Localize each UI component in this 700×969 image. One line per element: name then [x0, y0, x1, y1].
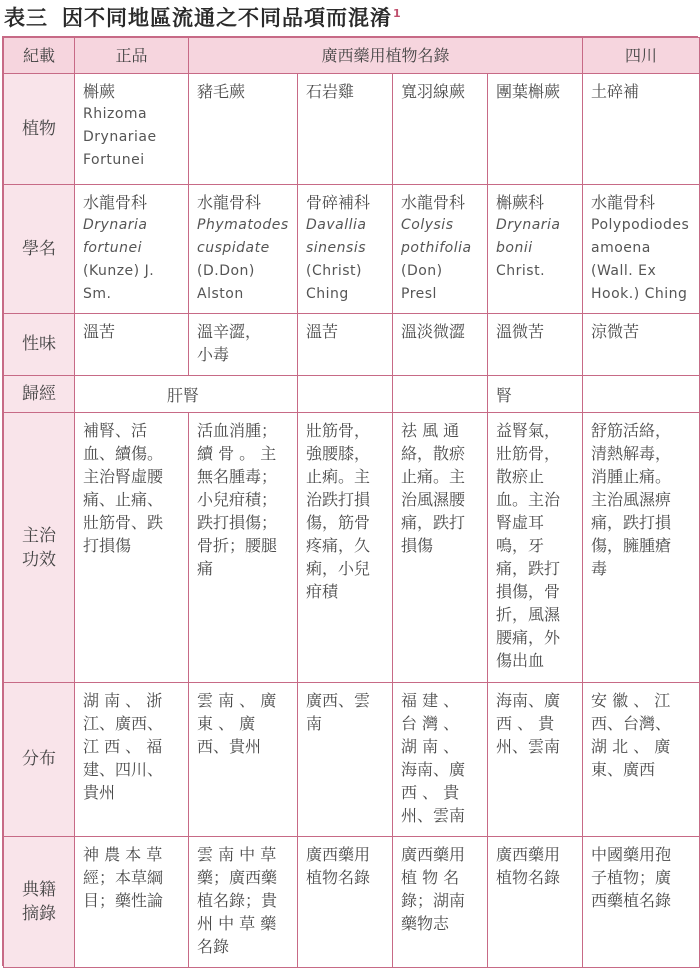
text-line: 雲 南 、 廣 — [197, 691, 277, 710]
table-row — [4, 376, 700, 413]
table-row — [4, 837, 700, 968]
sciname-c4 — [393, 185, 488, 314]
plant-genuine-latin-3: Fortunei — [83, 152, 145, 168]
row-label-line: 摘錄 — [22, 904, 56, 924]
text-line: 傷出血 — [496, 651, 545, 670]
text-line: 強腰膝， — [306, 444, 371, 463]
plant-c5: 團葉槲蕨 — [488, 74, 583, 185]
table-row — [4, 683, 700, 837]
header-genuine: 正品 — [75, 38, 189, 74]
efficacy-c2 — [189, 413, 298, 683]
distribution-c6 — [583, 683, 700, 837]
text-line: 福 建 、 — [401, 691, 460, 710]
efficacy-c3 — [298, 413, 393, 683]
text-line: 植物名錄 — [306, 868, 371, 887]
text-line: 折，風濕 — [496, 605, 561, 624]
text-line: 藥物志 — [401, 914, 450, 933]
text-line: 西藥植名錄 — [591, 891, 672, 910]
author-name: (Don) — [401, 263, 443, 279]
genus-name: Drynaria — [83, 217, 148, 233]
taste-c2 — [189, 314, 298, 376]
text-line: 祛 風 通 — [401, 421, 460, 440]
table-title — [0, 0, 700, 34]
efficacy-c1 — [75, 413, 189, 683]
row-label-efficacy — [4, 413, 75, 683]
footnote-marker: 1 — [393, 7, 402, 20]
text-line: 痛，跌打損 — [591, 513, 672, 532]
text-line: 目；藥性論 — [83, 891, 164, 910]
table-caption — [62, 2, 402, 32]
genus-name: Davallia — [306, 217, 367, 233]
genus-name: Colysis — [401, 217, 454, 233]
distribution-c4 — [393, 683, 488, 837]
text-line: 骨折；腰腿 — [197, 536, 278, 555]
text-line: 腎虛耳 — [496, 513, 545, 532]
text-line: 植物名錄 — [496, 868, 561, 887]
efficacy-c4 — [393, 413, 488, 683]
author-name: Alston — [197, 286, 244, 302]
text-line: 鳴，牙 — [496, 536, 545, 555]
taste-c1: 溫苦 — [75, 314, 189, 376]
records-c6 — [583, 837, 700, 968]
plant-genuine-latin-1: Rhizoma — [83, 106, 148, 122]
text-line: 西 、 貴 — [401, 783, 460, 802]
meridian-c5: 腎 — [488, 376, 583, 413]
text-line: 州 中 草 藥 — [197, 914, 277, 933]
text-line: 壯筋骨、跌 — [83, 513, 164, 532]
table-row — [4, 314, 700, 376]
row-label-distribution: 分布 — [4, 683, 75, 837]
row-label-line: 功效 — [22, 549, 56, 570]
text-line: 主治腎虛腰 — [83, 467, 164, 486]
text-line: 西、台灣、 — [591, 714, 672, 733]
text-line: 主治風濕痹 — [591, 490, 672, 509]
text-line: 經；本草綱 — [83, 868, 164, 887]
species-name: pothifolia — [401, 240, 472, 256]
row-label-line: 典籍 — [22, 880, 56, 900]
species-name: cuspidate — [197, 240, 270, 256]
efficacy-c5 — [488, 413, 583, 683]
text-line: 傷，筋骨 — [306, 513, 371, 532]
species-name: sinensis — [306, 240, 367, 256]
header-record: 紀載 — [4, 38, 75, 74]
text-line: 台 灣 、 — [401, 714, 460, 733]
row-label-taste: 性味 — [4, 314, 75, 376]
text-line: 植 物 名 — [401, 868, 460, 887]
row-label-line: 主治 — [22, 525, 56, 546]
sciname-c5 — [488, 185, 583, 314]
author-name: Presl — [401, 286, 437, 302]
text-line: 止痢。主 — [306, 467, 371, 486]
family-name: 水龍骨科 — [591, 193, 656, 212]
species-name: fortunei — [83, 240, 142, 256]
records-c3 — [298, 837, 393, 968]
text-line: 廣西藥用 — [306, 845, 371, 864]
taste-c6: 涼微苦 — [583, 314, 700, 376]
distribution-c3 — [298, 683, 393, 837]
text-line: 消腫止痛。 — [591, 467, 672, 486]
genus-name: Phymatodes — [197, 217, 289, 233]
taste-line: 小毒 — [197, 345, 230, 364]
sciname-c2 — [189, 185, 298, 314]
text-line: 壯筋骨， — [306, 421, 371, 440]
records-c1 — [75, 837, 189, 968]
text-line: 痢，小兒 — [306, 559, 371, 578]
text-line: 州、雲南 — [496, 737, 561, 756]
text-line: 血。主治 — [496, 490, 561, 509]
family-name: 槲蕨科 — [496, 193, 545, 212]
text-line: 植名錄；貴 — [197, 891, 278, 910]
header-row — [4, 38, 700, 74]
records-c4 — [393, 837, 488, 968]
efficacy-c6 — [583, 413, 700, 683]
text-line: 損傷 — [401, 536, 434, 555]
table-row — [4, 185, 700, 314]
plant-c6: 土碎補 — [583, 74, 700, 185]
records-c5 — [488, 837, 583, 968]
text-line: 州、雲南 — [401, 806, 466, 825]
distribution-c5 — [488, 683, 583, 837]
text-line: 西、貴州 — [197, 737, 262, 756]
family-name: 水龍骨科 — [83, 193, 148, 212]
meridian-c3 — [298, 376, 393, 413]
text-line: 小兒疳積； — [197, 490, 278, 509]
row-label-meridian: 歸經 — [4, 376, 75, 413]
text-line: 血、續傷。 — [83, 444, 164, 463]
text-line: 跌打損傷； — [197, 513, 278, 532]
row-label-records — [4, 837, 75, 968]
text-line: 江 西 、 福 — [83, 737, 163, 756]
taste-line: 溫辛澀， — [197, 322, 262, 341]
text-line: 清熱解毒， — [591, 444, 672, 463]
text-line: 補腎、活 — [83, 421, 148, 440]
text-line: 壯筋骨， — [496, 444, 561, 463]
text-line: 海南、廣 — [401, 760, 466, 779]
comparison-table — [2, 36, 698, 966]
author-name: (Wall. Ex — [591, 263, 657, 279]
table-number: 表三 — [4, 6, 48, 30]
text-line: 西 、 貴 — [496, 714, 555, 733]
plant-c4: 寬羽線蕨 — [393, 74, 488, 185]
text-line: 湖 北 、 廣 — [591, 737, 671, 756]
species-name: bonii — [496, 240, 533, 256]
author-name: (Christ) — [306, 263, 363, 279]
text-line: 南 — [306, 714, 323, 733]
plant-genuine-name: 槲蕨 — [83, 82, 116, 101]
text-line: 散瘀止 — [496, 467, 545, 486]
header-sichuan: 四川 — [583, 38, 700, 74]
text-line: 打損傷 — [83, 536, 132, 555]
text-line: 神 農 本 草 — [83, 845, 163, 864]
table-row — [4, 413, 700, 683]
text-line: 海南、廣 — [496, 691, 561, 710]
family-name: 水龍骨科 — [197, 193, 262, 212]
taste-c5: 溫微苦 — [488, 314, 583, 376]
author-name: Hook.) Ching — [591, 286, 688, 302]
text-line: 無名腫毒； — [197, 467, 278, 486]
genus-name: Drynaria — [496, 217, 561, 233]
records-c2 — [189, 837, 298, 968]
plant-genuine-latin-2: Drynariae — [83, 129, 157, 145]
text-line: 痛，跌打 — [496, 559, 561, 578]
author-name: Sm. — [83, 286, 112, 302]
taste-c4: 溫淡微澀 — [393, 314, 488, 376]
author-name: Ching — [306, 286, 349, 302]
row-label-plant: 植物 — [4, 74, 75, 185]
text-line: 雲 南 中 草 — [197, 845, 277, 864]
text-line: 損傷，骨 — [496, 582, 561, 601]
genus-name: Polypodiodes — [591, 217, 690, 233]
text-line: 傷，臃腫瘡 — [591, 536, 672, 555]
text-line: 中國藥用孢 — [591, 845, 672, 864]
text-line: 疼痛，久 — [306, 536, 371, 555]
plant-c2: 豬毛蕨 — [189, 74, 298, 185]
meridian-c4 — [393, 376, 488, 413]
text-line: 東、廣西 — [591, 760, 656, 779]
text-line: 止痛。主 — [401, 467, 466, 486]
text-line: 治風濕腰 — [401, 490, 466, 509]
distribution-c2 — [189, 683, 298, 837]
text-line: 痛，跌打 — [401, 513, 466, 532]
text-line: 廣西藥用 — [496, 845, 561, 864]
meridian-c12: 肝腎 — [75, 376, 298, 413]
taste-c3: 溫苦 — [298, 314, 393, 376]
author-name: (Kunze) J. — [83, 263, 155, 279]
author-name: Christ. — [496, 263, 546, 279]
sciname-c1 — [75, 185, 189, 314]
species-name: amoena — [591, 240, 651, 256]
text-line: 活血消腫； — [197, 421, 278, 440]
text-line: 治跌打損 — [306, 490, 371, 509]
text-line: 錄；湖南 — [401, 891, 466, 910]
table-caption-text: 因不同地區流通之不同品項而混淆 — [62, 6, 392, 30]
text-line: 絡，散瘀 — [401, 444, 466, 463]
text-line: 痛 — [197, 559, 214, 578]
sciname-c3 — [298, 185, 393, 314]
family-name: 骨碎補科 — [306, 193, 371, 212]
text-line: 廣西、雲 — [306, 691, 371, 710]
header-guangxi: 廣西藥用植物名錄 — [189, 38, 583, 74]
text-line: 疳積 — [306, 582, 339, 601]
text-line: 湖 南 、 — [401, 737, 460, 756]
text-line: 湖 南 、 浙 — [83, 691, 163, 710]
distribution-c1 — [75, 683, 189, 837]
text-line: 名錄 — [197, 937, 230, 956]
author-name: (D.Don) — [197, 263, 255, 279]
text-line: 貴州 — [83, 783, 116, 802]
text-line: 廣西藥用 — [401, 845, 466, 864]
text-line: 益腎氣， — [496, 421, 561, 440]
meridian-c6 — [583, 376, 700, 413]
text-line: 腰痛，外 — [496, 628, 561, 647]
text-line: 續 骨 。 主 — [197, 444, 277, 463]
plant-c3: 石岩雞 — [298, 74, 393, 185]
text-line: 子植物；廣 — [591, 868, 672, 887]
sciname-c6 — [583, 185, 700, 314]
text-line: 藥；廣西藥 — [197, 868, 278, 887]
row-label-sciname: 學名 — [4, 185, 75, 314]
text-line: 安 徽 、 江 — [591, 691, 671, 710]
text-line: 舒筋活絡， — [591, 421, 672, 440]
text-line: 建、四川、 — [83, 760, 164, 779]
family-name: 水龍骨科 — [401, 193, 466, 212]
text-line: 痛、止痛、 — [83, 490, 164, 509]
plant-genuine — [75, 74, 189, 185]
text-line: 江、廣西、 — [83, 714, 164, 733]
text-line: 東 、 廣 — [197, 714, 256, 733]
table-row — [4, 74, 700, 185]
text-line: 毒 — [591, 559, 608, 578]
